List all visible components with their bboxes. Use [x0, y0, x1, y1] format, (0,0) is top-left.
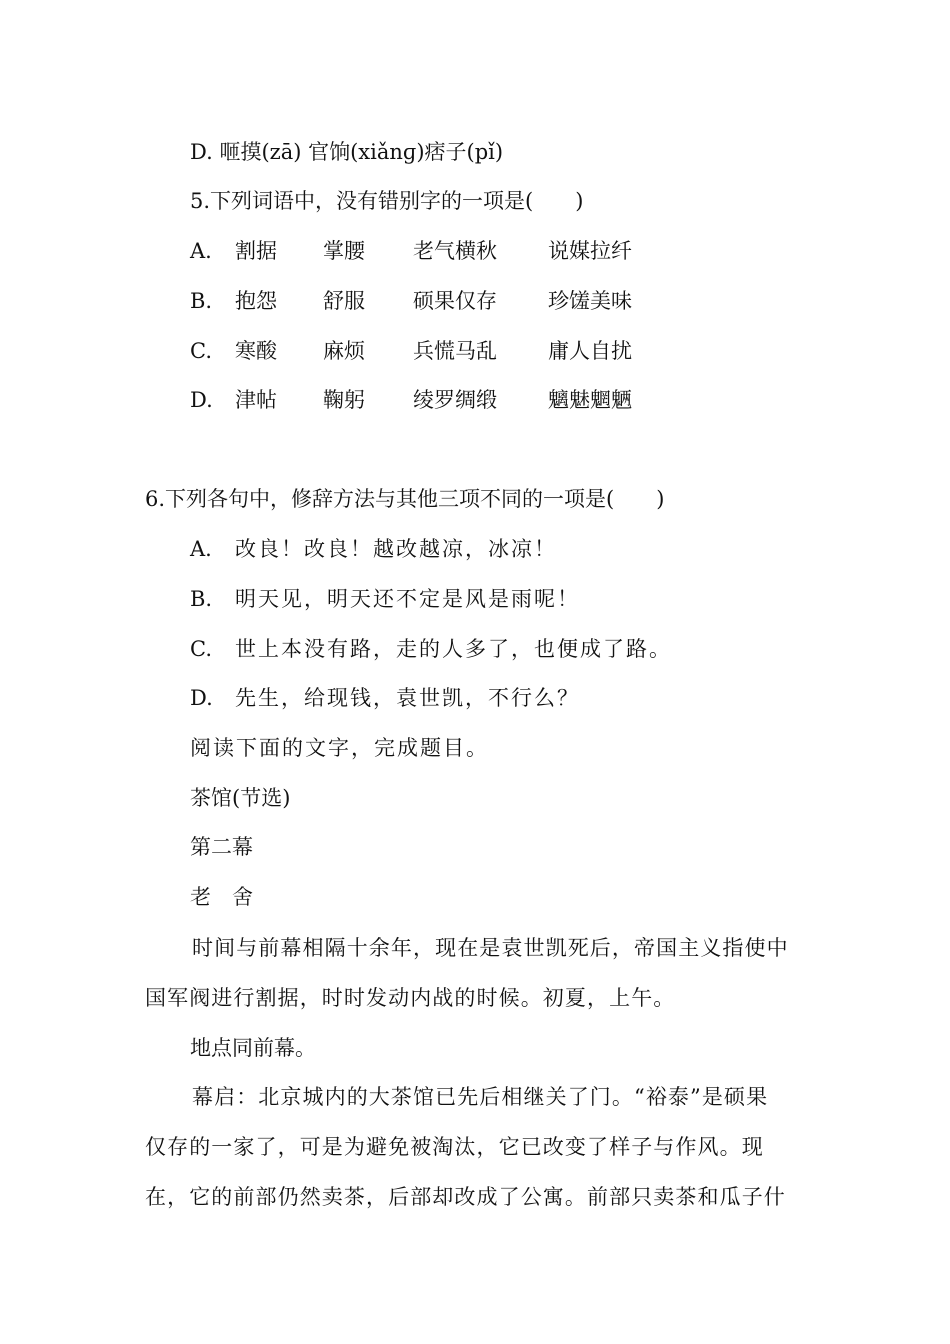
- q5-option-b: [0, 286, 950, 316]
- q5-option-a-word-2: 掌腰: [323, 239, 365, 263]
- q5-option-a-letter: A.: [190, 239, 212, 263]
- reading-act: 第二幕: [190, 835, 253, 859]
- paragraph-1-line-2: 国军阀进行割据，时时发动内战的时候。初夏，上午。: [145, 986, 676, 1010]
- q6-option-d-letter: D.: [190, 686, 213, 710]
- q6-option-a-letter: A.: [190, 537, 212, 561]
- q6-option-b-text: 明天见，明天还不定是风是雨呢！: [235, 587, 580, 611]
- paragraph-1-line-1: 时间与前幕相隔十余年，现在是袁世凯死后，帝国主义指使中: [192, 936, 789, 960]
- q5-option-d-word-3: 绫罗绸缎: [413, 388, 497, 412]
- q5-option-c-word-1: 寒酸: [235, 339, 277, 363]
- q5-option-c-word-3: 兵慌马乱: [413, 339, 497, 363]
- q6-stem: 6.下列各句中，修辞方法与其他三项不同的一项是( ): [145, 487, 665, 511]
- q5-option-b-word-1: 抱怨: [235, 289, 277, 313]
- q5-option-c-letter: C.: [190, 339, 212, 363]
- q6-option-c: [0, 634, 950, 664]
- q5-option-d: [0, 385, 950, 415]
- q6-option-d: [0, 683, 950, 713]
- q6-option-c-letter: C.: [190, 637, 212, 661]
- reading-author: 老 舍: [190, 885, 253, 909]
- q5-option-a: [0, 236, 950, 266]
- q5-option-b-word-4: 珍馐美味: [548, 289, 632, 313]
- q5-option-d-word-4: 魑魅魍魉: [548, 388, 632, 412]
- q5-option-d-word-1: 津帖: [235, 388, 277, 412]
- q5-option-c-word-2: 麻烦: [323, 339, 365, 363]
- q5-option-a-word-1: 割据: [235, 239, 277, 263]
- q5-option-c: [0, 336, 950, 366]
- paragraph-3-line-2: 仅存的一家了，可是为避免被淘汰，它已改变了样子与作风。现: [145, 1135, 764, 1159]
- q6-option-a-text: 改良！改良！越改越凉，冰凉！: [235, 537, 557, 561]
- paragraph-2: 地点同前幕。: [190, 1036, 316, 1060]
- q6-option-c-text: 世上本没有路，走的人多了，也便成了路。: [235, 637, 672, 661]
- reading-instruction: 阅读下面的文字，完成题目。: [190, 736, 489, 760]
- q6-option-b-letter: B.: [190, 587, 213, 611]
- q6-option-a: [0, 534, 950, 564]
- q5-option-b-word-2: 舒服: [323, 289, 365, 313]
- q5-option-a-word-3: 老气横秋: [413, 239, 497, 263]
- q5-option-b-word-3: 硕果仅存: [413, 289, 497, 313]
- q5-stem: 5.下列词语中，没有错别字的一项是( ): [190, 189, 584, 213]
- q6-option-b: [0, 584, 950, 614]
- q4-option-d: D. 咂摸(zā) 官饷(xiǎnɡ)痞子(pǐ): [190, 140, 504, 164]
- q6-option-d-text: 先生，给现钱，袁世凯，不行么？: [235, 686, 580, 710]
- paragraph-3-line-1: 幕启：北京城内的大茶馆已先后相继关了门。“裕泰”是硕果: [192, 1085, 769, 1109]
- q5-option-d-word-2: 鞠躬: [323, 388, 365, 412]
- q5-option-b-letter: B.: [190, 289, 213, 313]
- q5-option-a-word-4: 说媒拉纤: [548, 239, 632, 263]
- q5-option-d-letter: D.: [190, 388, 213, 412]
- reading-title: 茶馆(节选): [190, 786, 291, 810]
- q5-option-c-word-4: 庸人自扰: [548, 339, 632, 363]
- paragraph-3-line-3: 在，它的前部仍然卖茶，后部却改成了公寓。前部只卖茶和瓜子什: [145, 1185, 786, 1209]
